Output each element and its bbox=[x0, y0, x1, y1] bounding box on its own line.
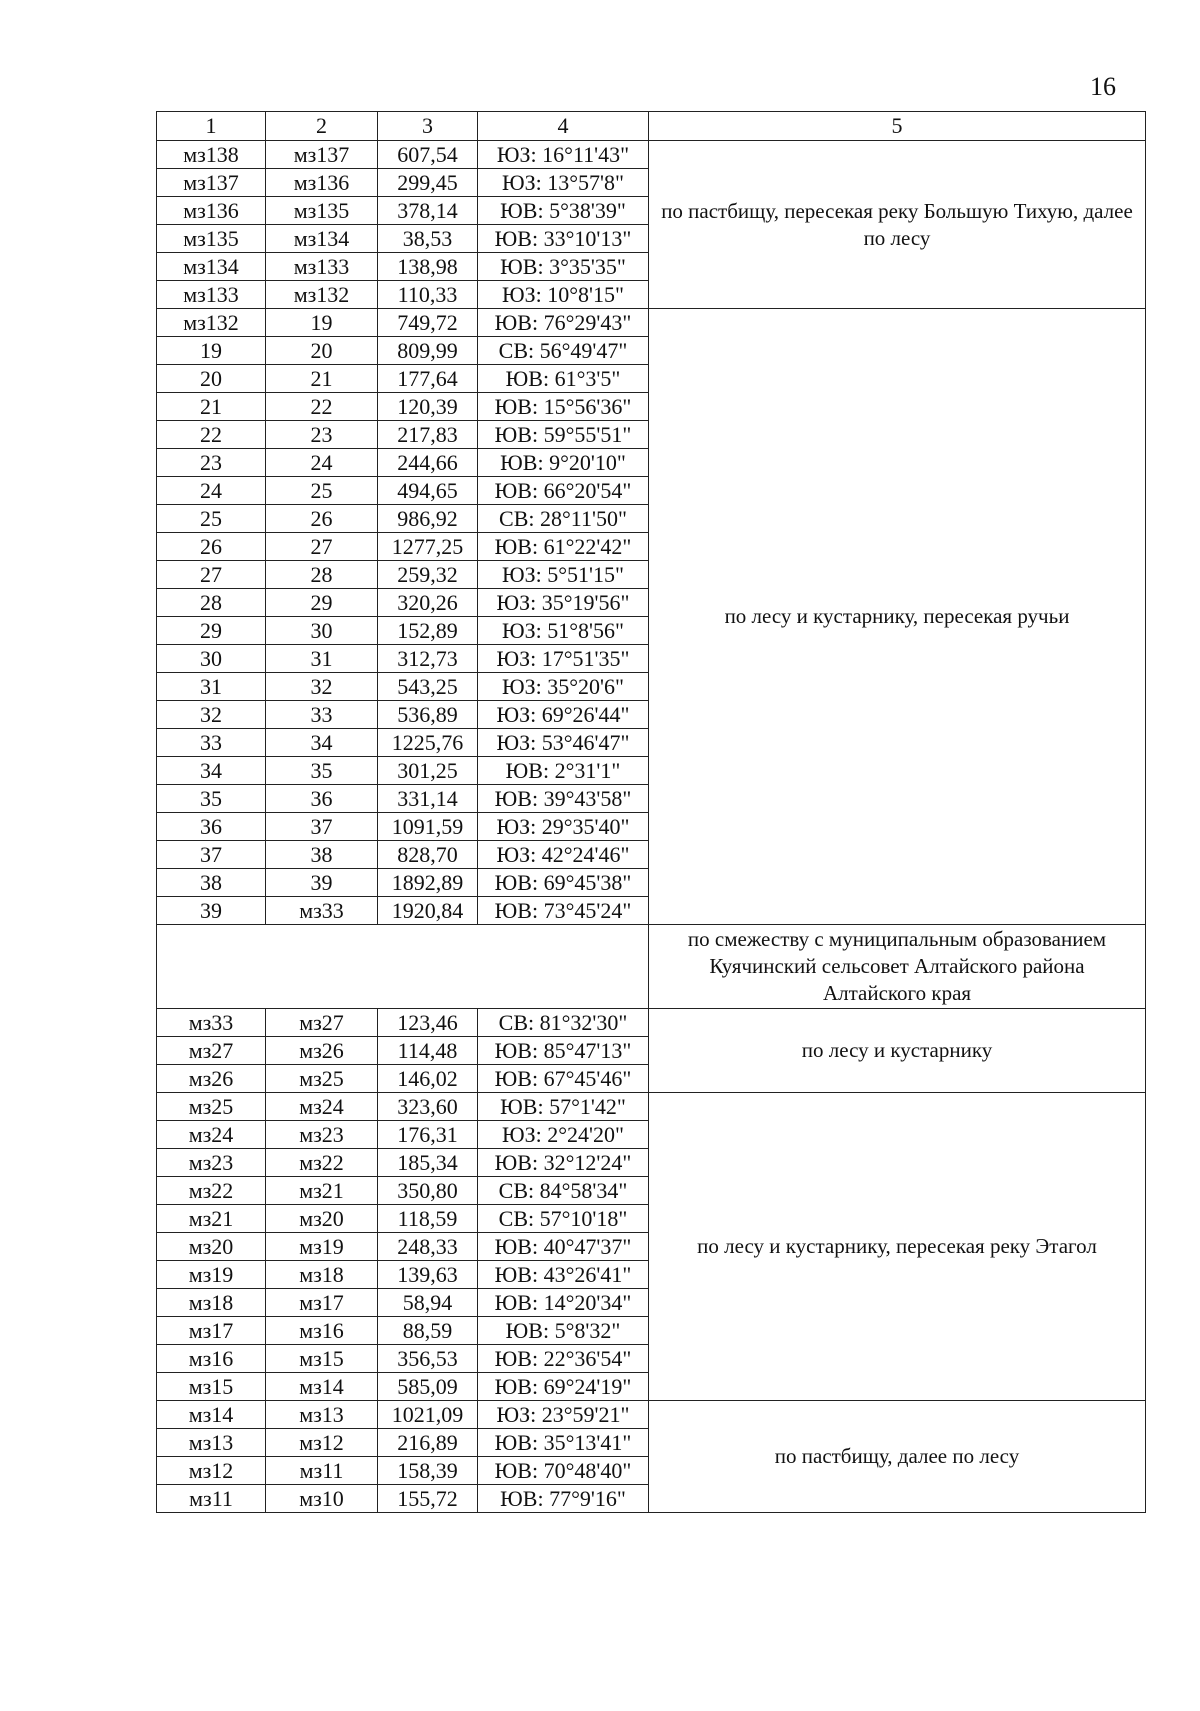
to-point-cell: 33 bbox=[266, 701, 378, 729]
length-cell: 88,59 bbox=[378, 1317, 478, 1345]
from-point-cell: мз13 bbox=[157, 1429, 266, 1457]
table-row bbox=[157, 141, 1146, 169]
to-point-cell: мз23 bbox=[266, 1121, 378, 1149]
bearing-cell: ЮВ: 76°29'43" bbox=[478, 309, 649, 337]
length-cell: 1892,89 bbox=[378, 869, 478, 897]
length-cell: 356,53 bbox=[378, 1345, 478, 1373]
junction-row bbox=[157, 925, 1146, 1009]
bearing-cell: ЮВ: 40°47'37" bbox=[478, 1233, 649, 1261]
to-point-cell: мз33 bbox=[266, 897, 378, 925]
from-point-cell: 21 bbox=[157, 393, 266, 421]
to-point-cell: мз15 bbox=[266, 1345, 378, 1373]
to-point-cell: 34 bbox=[266, 729, 378, 757]
from-point-cell: 26 bbox=[157, 533, 266, 561]
to-point-cell: мз136 bbox=[266, 169, 378, 197]
length-cell: 378,14 bbox=[378, 197, 478, 225]
from-point-cell: мз12 bbox=[157, 1457, 266, 1485]
bearing-cell: ЮВ: 67°45'46" bbox=[478, 1065, 649, 1093]
from-point-cell: 23 bbox=[157, 449, 266, 477]
bearing-cell: ЮВ: 59°55'51" bbox=[478, 421, 649, 449]
bearing-cell: ЮВ: 66°20'54" bbox=[478, 477, 649, 505]
from-point-cell: мз26 bbox=[157, 1065, 266, 1093]
to-point-cell: мз10 bbox=[266, 1485, 378, 1513]
from-point-cell: 28 bbox=[157, 589, 266, 617]
to-point-cell: мз132 bbox=[266, 281, 378, 309]
bearing-cell: ЮЗ: 35°20'6" bbox=[478, 673, 649, 701]
to-point-cell: мз14 bbox=[266, 1373, 378, 1401]
length-cell: 828,70 bbox=[378, 841, 478, 869]
column-header: 5 bbox=[649, 112, 1146, 141]
empty-cell bbox=[157, 925, 649, 1009]
bearing-cell: СВ: 28°11'50" bbox=[478, 505, 649, 533]
from-point-cell: мз18 bbox=[157, 1289, 266, 1317]
bearing-cell: ЮЗ: 53°46'47" bbox=[478, 729, 649, 757]
to-point-cell: 24 bbox=[266, 449, 378, 477]
bearing-cell: ЮВ: 61°3'5" bbox=[478, 365, 649, 393]
length-cell: 248,33 bbox=[378, 1233, 478, 1261]
length-cell: 1091,59 bbox=[378, 813, 478, 841]
length-cell: 259,32 bbox=[378, 561, 478, 589]
bearing-cell: ЮВ: 3°35'35" bbox=[478, 253, 649, 281]
to-point-cell: 20 bbox=[266, 337, 378, 365]
table-row bbox=[157, 309, 1146, 337]
bearing-cell: ЮЗ: 42°24'46" bbox=[478, 841, 649, 869]
from-point-cell: мз14 bbox=[157, 1401, 266, 1429]
to-point-cell: 35 bbox=[266, 757, 378, 785]
to-point-cell: мз17 bbox=[266, 1289, 378, 1317]
length-cell: 110,33 bbox=[378, 281, 478, 309]
to-point-cell: 37 bbox=[266, 813, 378, 841]
bearing-cell: ЮЗ: 2°24'20" bbox=[478, 1121, 649, 1149]
length-cell: 139,63 bbox=[378, 1261, 478, 1289]
from-point-cell: 20 bbox=[157, 365, 266, 393]
to-point-cell: мз21 bbox=[266, 1177, 378, 1205]
bearing-cell: ЮЗ: 13°57'8" bbox=[478, 169, 649, 197]
bearing-cell: ЮВ: 77°9'16" bbox=[478, 1485, 649, 1513]
description-cell: по пастбищу, далее по лесу bbox=[649, 1401, 1146, 1513]
from-point-cell: 37 bbox=[157, 841, 266, 869]
from-point-cell: мз134 bbox=[157, 253, 266, 281]
to-point-cell: 31 bbox=[266, 645, 378, 673]
length-cell: 301,25 bbox=[378, 757, 478, 785]
to-point-cell: 25 bbox=[266, 477, 378, 505]
to-point-cell: 27 bbox=[266, 533, 378, 561]
bearing-cell: СВ: 57°10'18" bbox=[478, 1205, 649, 1233]
from-point-cell: мз25 bbox=[157, 1093, 266, 1121]
to-point-cell: мз13 bbox=[266, 1401, 378, 1429]
bearing-cell: ЮВ: 85°47'13" bbox=[478, 1037, 649, 1065]
to-point-cell: мз133 bbox=[266, 253, 378, 281]
from-point-cell: мз17 bbox=[157, 1317, 266, 1345]
length-cell: 152,89 bbox=[378, 617, 478, 645]
to-point-cell: мз27 bbox=[266, 1009, 378, 1037]
bearing-cell: ЮЗ: 16°11'43" bbox=[478, 141, 649, 169]
length-cell: 323,60 bbox=[378, 1093, 478, 1121]
from-point-cell: 35 bbox=[157, 785, 266, 813]
to-point-cell: 28 bbox=[266, 561, 378, 589]
length-cell: 1021,09 bbox=[378, 1401, 478, 1429]
bearing-cell: ЮВ: 5°38'39" bbox=[478, 197, 649, 225]
from-point-cell: мз23 bbox=[157, 1149, 266, 1177]
from-point-cell: мз33 bbox=[157, 1009, 266, 1037]
from-point-cell: мз136 bbox=[157, 197, 266, 225]
column-header: 2 bbox=[266, 112, 378, 141]
to-point-cell: 36 bbox=[266, 785, 378, 813]
bearing-cell: ЮВ: 14°20'34" bbox=[478, 1289, 649, 1317]
description-cell: по лесу и кустарнику, пересекая ручьи bbox=[649, 309, 1146, 925]
bearing-cell: ЮВ: 70°48'40" bbox=[478, 1457, 649, 1485]
boundary-table bbox=[156, 111, 1146, 1513]
to-point-cell: мз20 bbox=[266, 1205, 378, 1233]
from-point-cell: мз16 bbox=[157, 1345, 266, 1373]
length-cell: 749,72 bbox=[378, 309, 478, 337]
length-cell: 176,31 bbox=[378, 1121, 478, 1149]
length-cell: 299,45 bbox=[378, 169, 478, 197]
from-point-cell: мз21 bbox=[157, 1205, 266, 1233]
length-cell: 494,65 bbox=[378, 477, 478, 505]
bearing-cell: ЮЗ: 10°8'15" bbox=[478, 281, 649, 309]
bearing-cell: ЮВ: 35°13'41" bbox=[478, 1429, 649, 1457]
length-cell: 216,89 bbox=[378, 1429, 478, 1457]
bearing-cell: СВ: 84°58'34" bbox=[478, 1177, 649, 1205]
bearing-cell: ЮЗ: 29°35'40" bbox=[478, 813, 649, 841]
to-point-cell: 19 bbox=[266, 309, 378, 337]
bearing-cell: ЮВ: 61°22'42" bbox=[478, 533, 649, 561]
bearing-cell: ЮВ: 32°12'24" bbox=[478, 1149, 649, 1177]
from-point-cell: мз15 bbox=[157, 1373, 266, 1401]
to-point-cell: мз18 bbox=[266, 1261, 378, 1289]
to-point-cell: 32 bbox=[266, 673, 378, 701]
bearing-cell: ЮВ: 69°45'38" bbox=[478, 869, 649, 897]
length-cell: 38,53 bbox=[378, 225, 478, 253]
length-cell: 155,72 bbox=[378, 1485, 478, 1513]
from-point-cell: мз135 bbox=[157, 225, 266, 253]
from-point-cell: мз27 bbox=[157, 1037, 266, 1065]
bearing-cell: ЮЗ: 51°8'56" bbox=[478, 617, 649, 645]
description-cell: по лесу и кустарнику, пересекая реку Этагол bbox=[649, 1093, 1146, 1401]
length-cell: 986,92 bbox=[378, 505, 478, 533]
to-point-cell: мз22 bbox=[266, 1149, 378, 1177]
bearing-cell: ЮЗ: 69°26'44" bbox=[478, 701, 649, 729]
to-point-cell: мз25 bbox=[266, 1065, 378, 1093]
bearing-cell: ЮВ: 69°24'19" bbox=[478, 1373, 649, 1401]
from-point-cell: 36 bbox=[157, 813, 266, 841]
length-cell: 177,64 bbox=[378, 365, 478, 393]
length-cell: 312,73 bbox=[378, 645, 478, 673]
bearing-cell: СВ: 56°49'47" bbox=[478, 337, 649, 365]
to-point-cell: 21 bbox=[266, 365, 378, 393]
from-point-cell: мз133 bbox=[157, 281, 266, 309]
bearing-cell: ЮВ: 9°20'10" bbox=[478, 449, 649, 477]
column-header: 1 bbox=[157, 112, 266, 141]
from-point-cell: мз24 bbox=[157, 1121, 266, 1149]
length-cell: 809,99 bbox=[378, 337, 478, 365]
length-cell: 118,59 bbox=[378, 1205, 478, 1233]
table-row bbox=[157, 1401, 1146, 1429]
description-cell: по смежеству с муниципальным образованием Куячинский сельсовет Алтайского района Алтайского края bbox=[649, 925, 1146, 1009]
length-cell: 585,09 bbox=[378, 1373, 478, 1401]
bearing-cell: ЮВ: 43°26'41" bbox=[478, 1261, 649, 1289]
from-point-cell: мз132 bbox=[157, 309, 266, 337]
bearing-cell: ЮВ: 15°56'36" bbox=[478, 393, 649, 421]
from-point-cell: 31 bbox=[157, 673, 266, 701]
bearing-cell: ЮВ: 2°31'1" bbox=[478, 757, 649, 785]
to-point-cell: мз134 bbox=[266, 225, 378, 253]
from-point-cell: 24 bbox=[157, 477, 266, 505]
length-cell: 120,39 bbox=[378, 393, 478, 421]
length-cell: 350,80 bbox=[378, 1177, 478, 1205]
from-point-cell: 39 bbox=[157, 897, 266, 925]
from-point-cell: мз22 bbox=[157, 1177, 266, 1205]
length-cell: 244,66 bbox=[378, 449, 478, 477]
to-point-cell: мз11 bbox=[266, 1457, 378, 1485]
from-point-cell: мз11 bbox=[157, 1485, 266, 1513]
from-point-cell: 33 bbox=[157, 729, 266, 757]
from-point-cell: 30 bbox=[157, 645, 266, 673]
column-header: 3 bbox=[378, 112, 478, 141]
bearing-cell: ЮВ: 39°43'58" bbox=[478, 785, 649, 813]
to-point-cell: мз135 bbox=[266, 197, 378, 225]
to-point-cell: мз24 bbox=[266, 1093, 378, 1121]
from-point-cell: 34 bbox=[157, 757, 266, 785]
bearing-cell: СВ: 81°32'30" bbox=[478, 1009, 649, 1037]
from-point-cell: 22 bbox=[157, 421, 266, 449]
length-cell: 114,48 bbox=[378, 1037, 478, 1065]
to-point-cell: мз19 bbox=[266, 1233, 378, 1261]
length-cell: 185,34 bbox=[378, 1149, 478, 1177]
bearing-cell: ЮВ: 5°8'32" bbox=[478, 1317, 649, 1345]
to-point-cell: 30 bbox=[266, 617, 378, 645]
length-cell: 331,14 bbox=[378, 785, 478, 813]
bearing-cell: ЮВ: 33°10'13" bbox=[478, 225, 649, 253]
length-cell: 58,94 bbox=[378, 1289, 478, 1317]
length-cell: 217,83 bbox=[378, 421, 478, 449]
bearing-cell: ЮВ: 57°1'42" bbox=[478, 1093, 649, 1121]
from-point-cell: 32 bbox=[157, 701, 266, 729]
to-point-cell: мз16 bbox=[266, 1317, 378, 1345]
from-point-cell: мз138 bbox=[157, 141, 266, 169]
to-point-cell: 29 bbox=[266, 589, 378, 617]
length-cell: 320,26 bbox=[378, 589, 478, 617]
table-body bbox=[157, 141, 1146, 1513]
length-cell: 1277,25 bbox=[378, 533, 478, 561]
header-row bbox=[157, 112, 1146, 141]
table-row bbox=[157, 1093, 1146, 1121]
bearing-cell: ЮВ: 22°36'54" bbox=[478, 1345, 649, 1373]
length-cell: 536,89 bbox=[378, 701, 478, 729]
from-point-cell: мз137 bbox=[157, 169, 266, 197]
to-point-cell: мз26 bbox=[266, 1037, 378, 1065]
bearing-cell: ЮЗ: 35°19'56" bbox=[478, 589, 649, 617]
length-cell: 1225,76 bbox=[378, 729, 478, 757]
from-point-cell: мз19 bbox=[157, 1261, 266, 1289]
length-cell: 138,98 bbox=[378, 253, 478, 281]
length-cell: 1920,84 bbox=[378, 897, 478, 925]
bearing-cell: ЮЗ: 5°51'15" bbox=[478, 561, 649, 589]
from-point-cell: 27 bbox=[157, 561, 266, 589]
from-point-cell: 38 bbox=[157, 869, 266, 897]
bearing-cell: ЮВ: 73°45'24" bbox=[478, 897, 649, 925]
to-point-cell: 22 bbox=[266, 393, 378, 421]
length-cell: 158,39 bbox=[378, 1457, 478, 1485]
to-point-cell: 26 bbox=[266, 505, 378, 533]
bearing-cell: ЮЗ: 23°59'21" bbox=[478, 1401, 649, 1429]
bearing-cell: ЮЗ: 17°51'35" bbox=[478, 645, 649, 673]
to-point-cell: 38 bbox=[266, 841, 378, 869]
to-point-cell: мз12 bbox=[266, 1429, 378, 1457]
description-cell: по пастбищу, пересекая реку Большую Тихую, далее по лесу bbox=[649, 141, 1146, 309]
to-point-cell: 39 bbox=[266, 869, 378, 897]
description-cell: по лесу и кустарнику bbox=[649, 1009, 1146, 1093]
to-point-cell: 23 bbox=[266, 421, 378, 449]
from-point-cell: 19 bbox=[157, 337, 266, 365]
length-cell: 146,02 bbox=[378, 1065, 478, 1093]
table-row bbox=[157, 1009, 1146, 1037]
length-cell: 543,25 bbox=[378, 673, 478, 701]
to-point-cell: мз137 bbox=[266, 141, 378, 169]
length-cell: 607,54 bbox=[378, 141, 478, 169]
column-header: 4 bbox=[478, 112, 649, 141]
from-point-cell: мз20 bbox=[157, 1233, 266, 1261]
length-cell: 123,46 bbox=[378, 1009, 478, 1037]
page-number: 16 bbox=[1090, 72, 1116, 101]
from-point-cell: 29 bbox=[157, 617, 266, 645]
from-point-cell: 25 bbox=[157, 505, 266, 533]
